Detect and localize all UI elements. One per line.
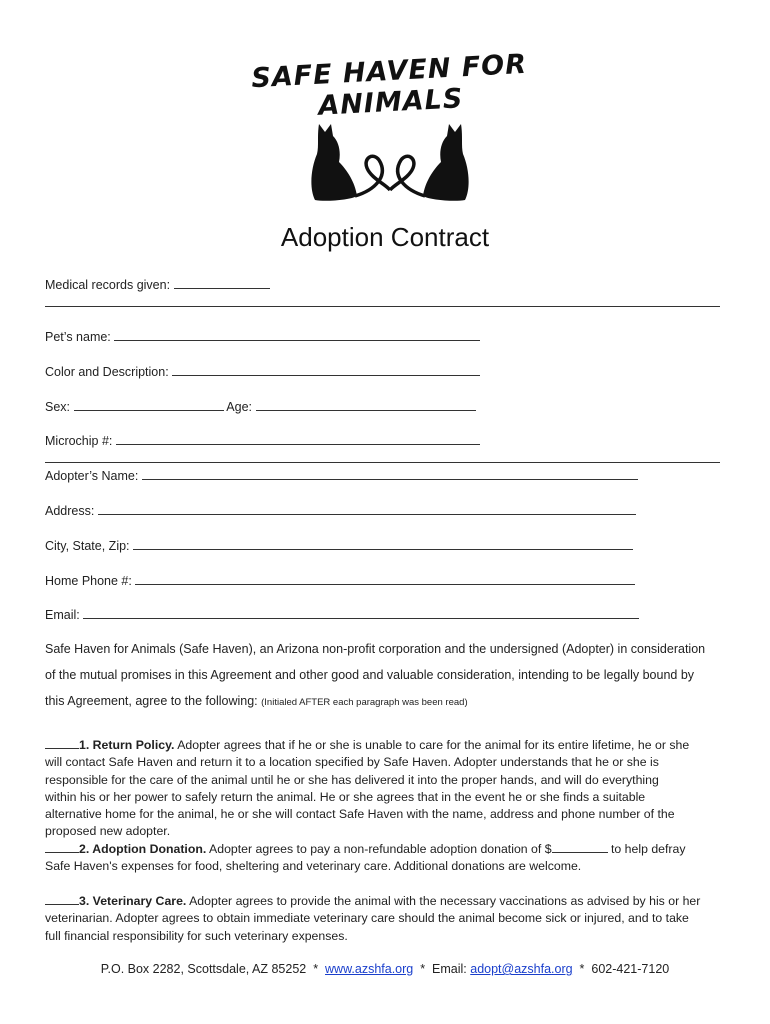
pet-name-blank[interactable]: [114, 329, 480, 341]
home-phone-label: Home Phone #:: [45, 574, 132, 588]
section-3-heading: 3. Veterinary Care.: [79, 894, 187, 908]
adopter-name-blank[interactable]: [142, 468, 638, 480]
cats-heart-icon: [305, 118, 475, 203]
footer-separator: *: [313, 962, 319, 976]
logo-text: SAFE HAVEN FOR ANIMALS: [250, 48, 528, 122]
email-label: Email:: [45, 608, 80, 622]
intro-line-3: [45, 694, 468, 708]
divider: [45, 462, 720, 463]
adopter-name-label: Adopter’s Name:: [45, 469, 139, 483]
footer-email-label: Email:: [432, 962, 467, 976]
initial-blank-1[interactable]: [45, 737, 79, 749]
address-label: Address:: [45, 504, 95, 518]
sex-age-field[interactable]: [45, 399, 476, 414]
footer-phone: 602-421-7120: [591, 962, 670, 976]
age-blank[interactable]: [256, 399, 476, 411]
sex-label: Sex:: [45, 400, 71, 414]
section-3-line: Adopter agrees to provide the animal with the necessary vaccinations as advised by his or her: [189, 894, 701, 908]
section-3-line: veterinarian. Adopter agrees to obtain immediate veterinary care should the animal become sick or injured, and to take: [45, 911, 689, 926]
medical-records-field[interactable]: [45, 277, 270, 292]
intro-note: (Initialed AFTER each paragraph was been read): [261, 697, 468, 708]
footer-separator: *: [420, 962, 426, 976]
color-description-field[interactable]: [45, 364, 480, 379]
footer-address: P.O. Box 2282, Scottsdale, AZ 85252: [100, 962, 307, 976]
intro-line-3-text: this Agreement, agree to the following:: [45, 694, 258, 708]
footer-website-link[interactable]: www.azshfa.org: [325, 962, 414, 976]
section-adoption-donation: [45, 841, 725, 876]
footer-separator: *: [579, 962, 585, 976]
age-label: Age:: [226, 400, 253, 414]
page-title: Adoption Contract: [280, 222, 490, 252]
section-1-heading: 1. Return Policy.: [79, 738, 175, 752]
footer: [0, 962, 770, 976]
section-1-first-line: [45, 737, 725, 754]
address-field[interactable]: [45, 503, 636, 518]
microchip-blank[interactable]: [116, 433, 480, 445]
section-2-first-line: [45, 841, 725, 858]
section-1-line: within his or her power to safely return the animal. He or she agrees that in the event he or she finds a suitable: [45, 789, 646, 804]
email-blank[interactable]: [83, 607, 639, 619]
city-state-zip-field[interactable]: [45, 538, 633, 553]
section-1-line: alternative home for the animal, he or she will contact Safe Haven with the name, address and phone number of the: [45, 807, 675, 822]
city-state-zip-label: City, State, Zip:: [45, 539, 130, 553]
donation-amount-blank[interactable]: [552, 841, 608, 853]
section-1-line: will contact Safe Haven and return it to a location specified by Safe Haven. Adopter understands that he or she is: [45, 755, 659, 770]
section-2-heading: 2. Adoption Donation.: [79, 842, 207, 856]
microchip-label: Microchip #:: [45, 434, 113, 448]
section-3-first-line: [45, 893, 725, 910]
pet-name-label: Pet’s name:: [45, 330, 111, 344]
section-2-pre-blank: Adopter agrees to pay a non-refundable adoption donation of $: [209, 842, 552, 856]
section-return-policy: [45, 737, 725, 841]
divider: [45, 306, 720, 307]
section-1-line: Adopter agrees that if he or she is unable to care for the animal for its entire lifetime, he or she: [177, 738, 690, 752]
initial-blank-3[interactable]: [45, 893, 79, 905]
medical-records-blank[interactable]: [174, 277, 270, 289]
section-2-line: Safe Haven's expenses for food, sheltering and veterinary care. Additional donations are welcome.: [45, 859, 582, 874]
logo: [240, 48, 540, 208]
email-field[interactable]: [45, 607, 639, 622]
intro-line-1: Safe Haven for Animals (Safe Haven), an Arizona non-profit corporation and the undersigned (Adopter) in consideration: [45, 642, 706, 656]
address-blank[interactable]: [98, 503, 636, 515]
medical-records-label: Medical records given:: [45, 278, 171, 292]
intro-line-2: of the mutual promises in this Agreement and other good and valuable consideration, intending to be legally bound by: [45, 668, 695, 682]
home-phone-field[interactable]: [45, 573, 635, 588]
section-1-line: responsible for the care of the animal until he or she has delivered it into the proper hands, and will do everything: [45, 772, 659, 787]
footer-email-link[interactable]: adopt@azshfa.org: [470, 962, 573, 976]
sex-blank[interactable]: [74, 399, 224, 411]
pet-name-field[interactable]: [45, 329, 480, 344]
section-2-post-blank: to help defray: [610, 842, 686, 856]
microchip-field[interactable]: [45, 433, 480, 448]
initial-blank-2[interactable]: [45, 841, 79, 853]
section-1-line: proposed new adopter.: [45, 824, 171, 839]
section-3-line: full financial responsibility for such veterinary expenses.: [45, 928, 348, 943]
city-state-zip-blank[interactable]: [133, 538, 633, 550]
adopter-name-field[interactable]: [45, 468, 638, 483]
section-veterinary-care: [45, 893, 725, 945]
color-description-label: Color and Description:: [45, 365, 169, 379]
home-phone-blank[interactable]: [135, 573, 635, 585]
color-description-blank[interactable]: [172, 364, 480, 376]
